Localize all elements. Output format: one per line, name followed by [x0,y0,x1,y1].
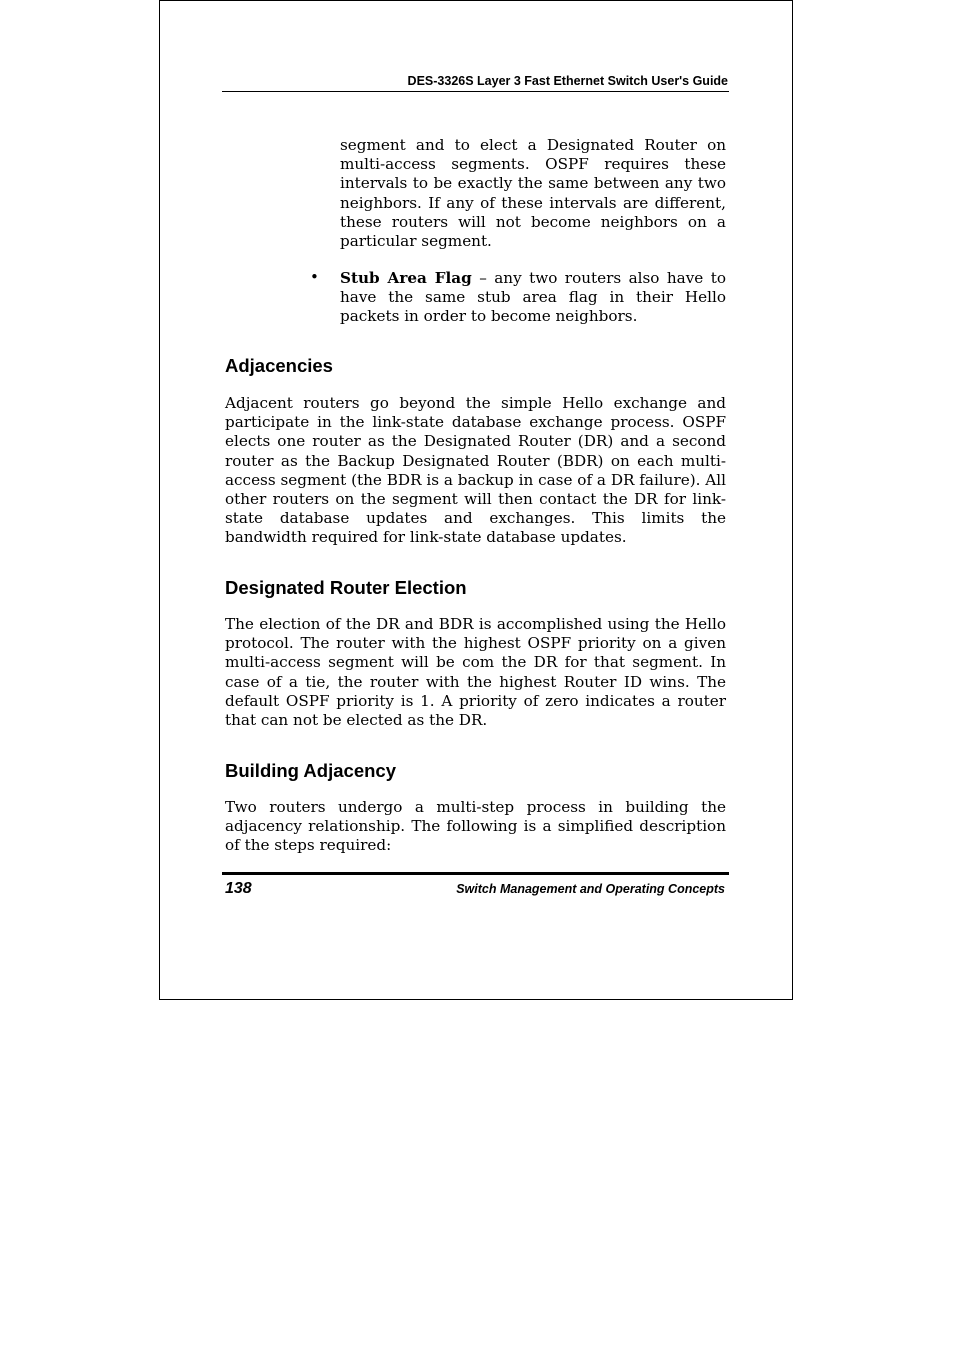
section-body-adjacencies: Adjacent routers go beyond the simple Hello exchange and participate in the link-state database exchange process. OSPF elects one router as the Designated Router (DR) and a second router as the Backup Designated Router (BDR) on each multi-access segment (the BDR is a backup in case of a DR failure). All other routers on the segment will then contact the DR for link-state database updates and exchanges. This limits the bandwidth required for link-state database updates. [225,394,726,547]
page-number: 138 [225,880,252,897]
section-heading-adjacencies: Adjacencies [225,355,333,376]
bullet-marker: • [310,268,319,286]
section-heading-building-adjacency: Building Adjacency [225,760,396,781]
bullet-term: Stub Area Flag [340,269,472,287]
footer-section-title: Switch Management and Operating Concepts [456,882,725,896]
section-body-designated-router-election: The election of the DR and BDR is accomplished using the Hello protocol. The router with the highest OSPF priority on a given multi-access segment will be com the DR for that segment. In case of a tie, the router with the highest Router ID wins. The default OSPF priority is 1. A priority of zero indicates a router that can not be elected as the DR. [225,615,726,730]
header-rule [222,91,729,92]
footer-rule [222,872,729,875]
section-heading-designated-router-election: Designated Router Election [225,577,467,598]
section-body-building-adjacency: Two routers undergo a multi-step process in building the adjacency relationship. The following is a simplified description of the steps required: [225,798,726,855]
continued-paragraph: segment and to elect a Designated Router on multi-access segments. OSPF requires these intervals to be exactly the same between any two neighbors. If any of these intervals are different, these routers will not become neighbors on a particular segment. [340,136,726,251]
running-header: DES-3326S Layer 3 Fast Ethernet Switch User's Guide [407,74,728,88]
bullet-item-stub-area-flag [340,269,726,327]
bullet-text: – any two routers also have to have the same stub area flag in their Hello packets in order to become neighbors. [340,269,726,326]
